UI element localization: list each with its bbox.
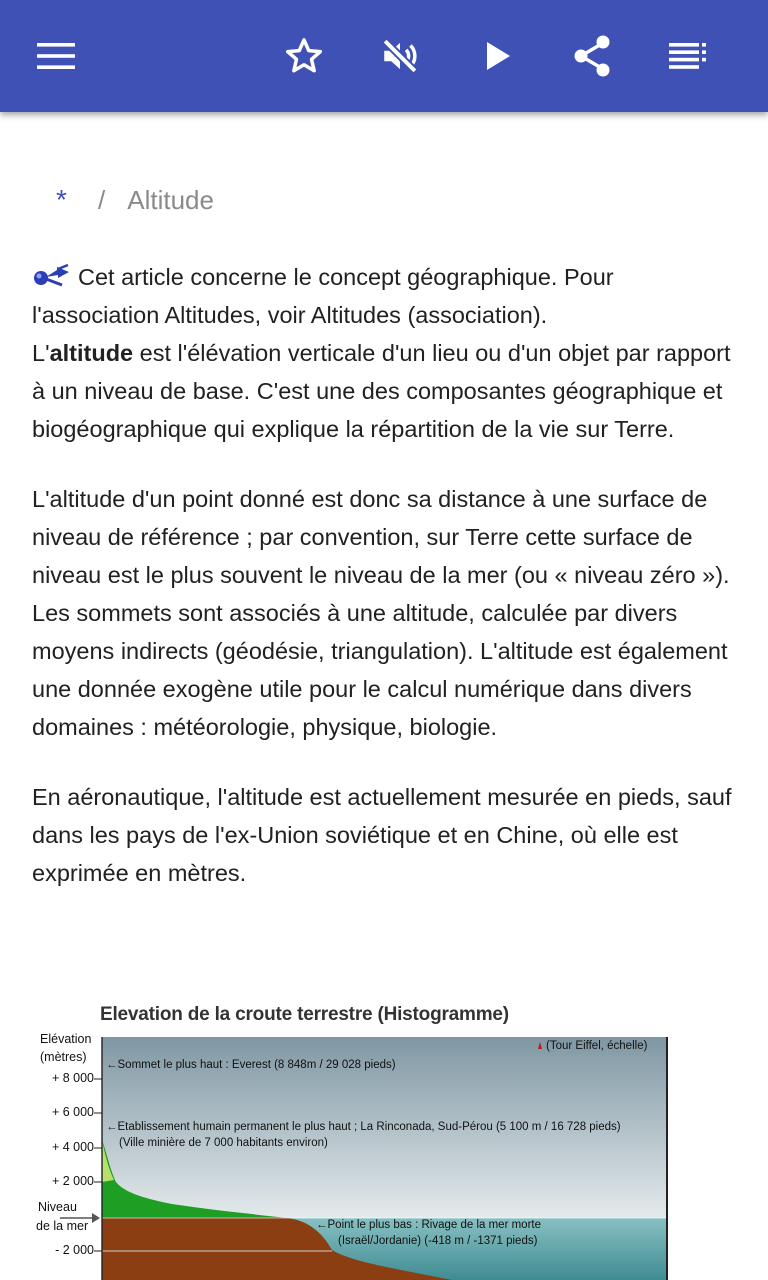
- menu-icon: [37, 43, 75, 69]
- y-axis-label-line2: (mètres): [40, 1050, 87, 1064]
- breadcrumb-separator: /: [98, 184, 106, 215]
- sea-level-label-line1: Niveau: [38, 1200, 77, 1214]
- elevation-histogram-figure[interactable]: [32, 1000, 672, 1280]
- disambiguation-icon: [32, 259, 72, 289]
- share-icon: [572, 35, 612, 77]
- y-axis-label-line1: Elévation: [40, 1032, 92, 1046]
- tick-label: + 8 000: [51, 1071, 94, 1085]
- paragraph-3: En aéronautique, l'altitude est actuellement mesurée en pieds, sauf dans les pays de l'ex-Union soviétique et en Chine, où elle est exprimée en mètres.: [32, 784, 732, 886]
- menu-button[interactable]: [28, 28, 84, 84]
- tick-label: + 2 000: [51, 1174, 94, 1188]
- mute-button[interactable]: [372, 28, 428, 84]
- contents-button[interactable]: [660, 28, 716, 84]
- breadcrumb-home-link[interactable]: *: [56, 184, 67, 215]
- star-outline-icon: [283, 35, 325, 77]
- hatnote-text: Cet article concerne le concept géographique. Pour l'association Altitudes, voir Altitudes (association).: [32, 264, 614, 328]
- breadcrumb-current: Altitude: [127, 184, 214, 215]
- lowest-point-note-line1: ←Point le plus bas : Rivage de la mer morte: [316, 1219, 541, 1231]
- intro-prefix: L': [32, 340, 50, 366]
- app-toolbar: [0, 0, 768, 112]
- favorite-button[interactable]: [276, 28, 332, 84]
- rinconada-note-line1: ←Etablissement humain permanent le plus haut ; La Rinconada, Sud-Pérou (5 100 m / 16 728 pieds): [106, 1121, 621, 1133]
- play-button[interactable]: [470, 28, 526, 84]
- rinconada-note-line2: (Ville minière de 7 000 habitants environ): [119, 1137, 328, 1149]
- sea-level-label-line2: de la mer: [36, 1219, 89, 1233]
- paragraph-2: L'altitude d'un point donné est donc sa distance à une surface de niveau de référence ; par convention, sur Terre cette surface de niveau est le plus souvent le niveau de la mer (ou « niveau zéro »). Les sommets sont associés à une altitude, calculée par divers moyens indirects (géodésie, triangulation). L'altitude est également une donnée exogène utile pour le calcul numérique dans divers domaines : météorologie, physique, biologie.: [32, 486, 730, 740]
- share-button[interactable]: [564, 28, 620, 84]
- intro-paragraph: [32, 258, 732, 448]
- article-body: [32, 258, 732, 924]
- intro-bold-term: altitude: [49, 340, 134, 366]
- tick-label: + 6 000: [51, 1105, 94, 1119]
- figure-title: Elevation de la croute terrestre (Histogramme): [100, 1004, 509, 1025]
- intro-text: est l'élévation verticale d'un lieu ou d'un objet par rapport à un niveau de base. C'est une des composantes géographique et biogéographique qui explique la répartition de la vie sur Terre.: [32, 340, 731, 442]
- tick-label: + 4 000: [51, 1140, 94, 1154]
- lowest-point-note-line2: (Israël/Jordanie) (-418 m / -1371 pieds): [338, 1235, 538, 1247]
- play-icon: [483, 40, 513, 72]
- playlist-icon: [669, 43, 707, 69]
- volume-off-icon: [379, 35, 421, 77]
- eiffel-note: (Tour Eiffel, échelle): [546, 1040, 648, 1052]
- breadcrumb: [56, 180, 214, 220]
- tick-label: - 2 000: [55, 1243, 94, 1257]
- everest-note: ←Sommet le plus haut : Everest (8 848m / 29 028 pieds): [106, 1059, 396, 1071]
